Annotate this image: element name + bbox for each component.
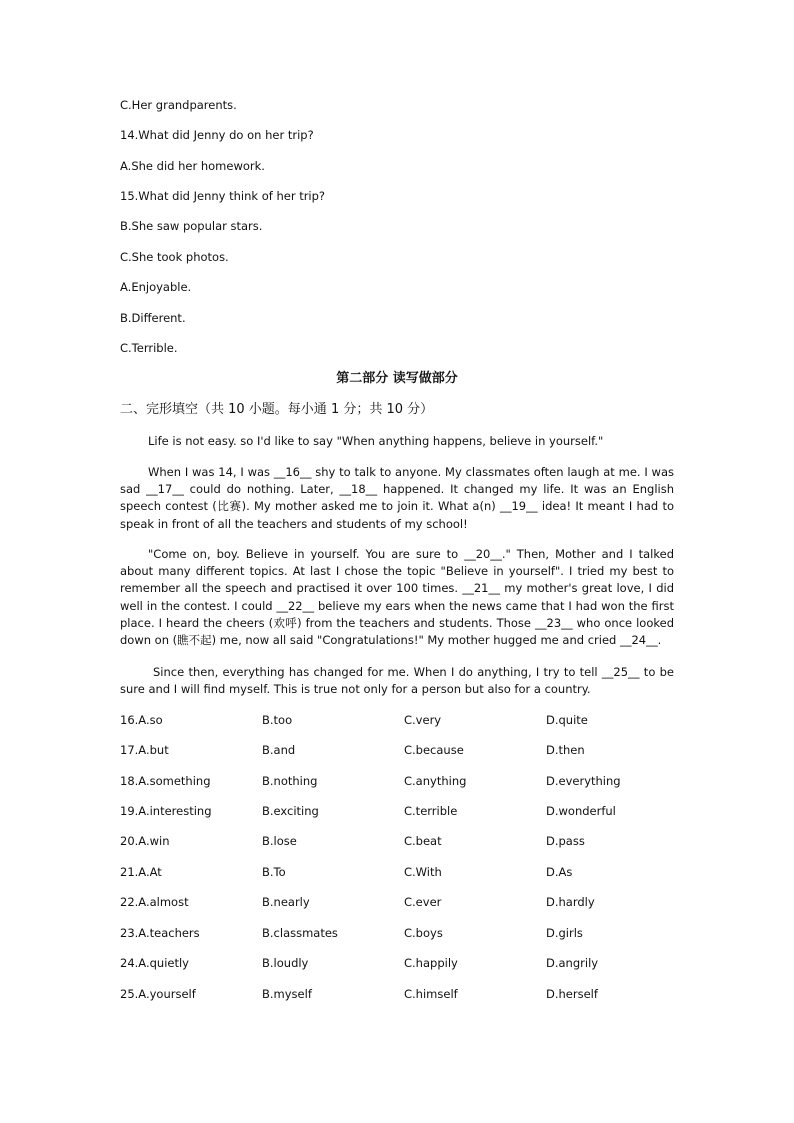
options-row-24 [120, 956, 674, 972]
option-c: C.ever [404, 895, 442, 909]
options-row-20 [120, 834, 674, 850]
option-d: D.everything [546, 774, 621, 788]
options-row-19 [120, 804, 674, 820]
answer-option: A.She did her homework. [120, 159, 265, 173]
option-c: C.anything [404, 774, 467, 788]
section-title: 第二部分 读写做部分 [336, 371, 458, 386]
option-b: B.classmates [262, 926, 338, 940]
option-c: C.boys [404, 926, 443, 940]
option-b: B.loudly [262, 956, 309, 970]
option-a: 18.A.something [120, 774, 211, 788]
options-row-18 [120, 774, 674, 790]
option-c: C.With [404, 865, 442, 879]
question-14: 14.What did Jenny do on her trip? [120, 128, 314, 142]
option-a: 20.A.win [120, 834, 170, 848]
option-a: 16.A.so [120, 713, 163, 727]
option-d: D.hardly [546, 895, 595, 909]
passage-paragraph-1: Life is not easy. so I'd like to say "When anything happens, believe in yourself." [148, 434, 604, 448]
section-subtitle: 二、完形填空（共 10 小题。每小通 1 分；共 10 分） [120, 402, 434, 417]
option-d: D.wonderful [546, 804, 616, 818]
options-row-21 [120, 865, 674, 881]
option-a: 22.A.almost [120, 895, 189, 909]
options-row-23 [120, 926, 674, 942]
option-b: B.nothing [262, 774, 318, 788]
option-c: C.terrible [404, 804, 458, 818]
option-d: D.quite [546, 713, 588, 727]
option-a: 23.A.teachers [120, 926, 200, 940]
option-b: B.and [262, 743, 296, 757]
option-d: D.then [546, 743, 585, 757]
option-a: 17.A.but [120, 743, 169, 757]
option-c: C.himself [404, 987, 458, 1001]
options-row-17 [120, 743, 674, 759]
answer-option: B.She saw popular stars. [120, 219, 263, 233]
option-d: D.girls [546, 926, 583, 940]
option-d: D.herself [546, 987, 598, 1001]
passage-paragraph-3: "Come on, boy. Believe in yourself. You are sure to __20__." Then, Mother and I talked about many different topics. At last I chose the topic "Believe in yourself". I tried my best to remember all the speech and practised it over 100 times. __21__ my mother's great love, I did well in the contest. I could __22__ believe my ears when the news came that I had won the first place. I heard the cheers (欢呼) from the teachers and students. Those __23__ who once looked down on (瞧不起) me, now all said "Congratulations!" My mother hugged me and cried __24__. [120, 547, 674, 648]
option-b: B.too [262, 713, 293, 727]
option-c: C.beat [404, 834, 442, 848]
option-b: B.lose [262, 834, 297, 848]
answer-option: C.She took photos. [120, 250, 229, 264]
option-d: D.As [546, 865, 573, 879]
passage-paragraph-4: Since then, everything has changed for me. When I do anything, I try to tell __25__ to be sure and I will find myself. This is true not only for a person but also for a country. [120, 665, 674, 697]
option-c: C.because [404, 743, 464, 757]
passage-paragraph-2: When I was 14, I was __16__ shy to talk to anyone. My classmates often laugh at me. I was sad __17__ could do nothing. Later, __18__ happened. It changed my life. It was an English speech contest (比赛). My mother asked me to join it. What a(n) __19__ idea! It meant I had to speak in front of all the teachers and students of my school! [120, 465, 674, 531]
option-a: 21.A.At [120, 865, 162, 879]
option-b: B.nearly [262, 895, 310, 909]
options-row-16 [120, 713, 674, 729]
option-b: B.exciting [262, 804, 319, 818]
question-15: 15.What did Jenny think of her trip? [120, 189, 326, 203]
options-row-25 [120, 987, 674, 1003]
answer-option: C.Her grandparents. [120, 98, 237, 112]
answer-option: B.Different. [120, 311, 186, 325]
option-a: 19.A.interesting [120, 804, 212, 818]
option-a: 24.A.quietly [120, 956, 189, 970]
answer-option: C.Terrible. [120, 341, 178, 355]
option-c: C.happily [404, 956, 458, 970]
option-c: C.very [404, 713, 442, 727]
option-b: B.myself [262, 987, 312, 1001]
option-d: D.angrily [546, 956, 599, 970]
answer-option: A.Enjoyable. [120, 280, 192, 294]
options-row-22 [120, 895, 674, 911]
option-d: D.pass [546, 834, 585, 848]
option-b: B.To [262, 865, 286, 879]
option-a: 25.A.yourself [120, 987, 196, 1001]
